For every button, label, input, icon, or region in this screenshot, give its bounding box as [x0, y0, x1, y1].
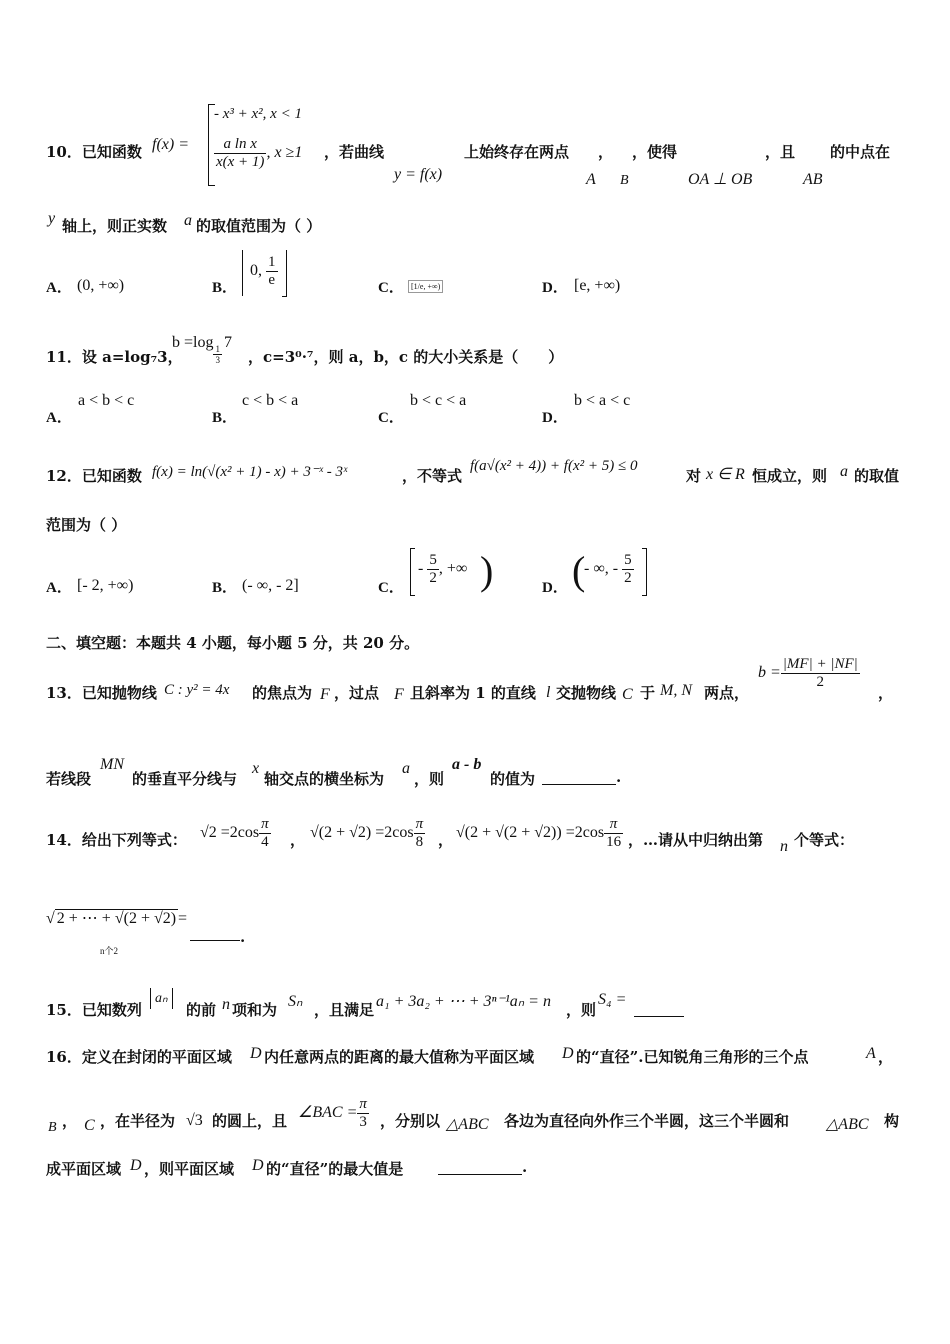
q10-option-d-value: [e, +∞): [574, 277, 621, 294]
q13-x: x: [252, 760, 260, 777]
q10-case1: - x³ + x², x < 1: [214, 106, 302, 122]
q16-line1b: 内任意两点的距离的最大值称为平面区域: [264, 1048, 535, 1066]
q10-curve: y = f(x): [394, 166, 443, 183]
q12-option-c-value: - $\frac{5}{2}$ , +∞: [418, 552, 468, 586]
q12-var: a: [840, 463, 848, 480]
q16-comma: ，: [62, 1112, 78, 1130]
q10-case2: $\frac{\text{a ln x}}{x(x + 1)}$ , x ≥1: [216, 136, 303, 170]
q12-option-a-value: [- 2, +∞): [77, 577, 134, 594]
q10-point-b: B: [620, 173, 629, 188]
q12-text4: 的取值: [854, 467, 900, 485]
q13-line2e: 的值为: [490, 770, 536, 788]
q12-fx: f(x) = ln(√(x² + 1) - x) + 3⁻ˣ - 3ˣ: [152, 464, 348, 480]
q16-line3a: 成平面区域: [46, 1160, 122, 1178]
q14-sep1: ，: [290, 831, 306, 849]
q13-text1: 的焦点为: [252, 684, 313, 702]
q14-end: .: [240, 928, 246, 946]
q14-eq1: √2 =2cos $\frac{\pi}{4}$: [200, 816, 269, 850]
q14-n: n: [780, 838, 788, 855]
q13-text3: 且斜率为 1 的直线: [410, 684, 536, 702]
q15-answer-blank[interactable]: [634, 1000, 684, 1017]
q10-option-b-value: 0, $\frac{1}{e}$: [250, 254, 276, 288]
q10-option-a-label: A．: [46, 280, 72, 296]
q15-text4: ，则: [566, 1001, 597, 1019]
q10-text1: ，若曲线: [324, 143, 385, 161]
q14-equals: =: [178, 910, 188, 927]
q10-option-c-value: [1/e, +∞): [408, 280, 443, 293]
q13-a: a: [402, 760, 410, 777]
q13-line2d: ，则: [414, 770, 445, 788]
q10-y: y: [48, 210, 56, 227]
q16-angle: ∠BAC = $\frac{\pi}{3}$: [298, 1096, 367, 1130]
q13-text7: ，: [878, 684, 894, 702]
q16-tri1: △ABC: [446, 1116, 489, 1133]
q10-line2b: 的取值范围为（ ）: [196, 217, 322, 235]
q10-option-b-bracket-right: [282, 250, 287, 297]
q16-tri2: △ABC: [826, 1116, 869, 1133]
q10-comma1: ，: [598, 143, 614, 161]
q10-text4: 的中点在: [830, 143, 891, 161]
q11-option-d-label: D．: [542, 410, 568, 426]
q10-point-a: A: [586, 171, 596, 188]
q12-option-c-label: C．: [378, 580, 404, 596]
q16-line1d: ，: [878, 1048, 894, 1066]
q14-text2: 个等式：: [794, 831, 855, 849]
q11-option-b-value: c < b < a: [242, 392, 299, 409]
q10-option-c-label: C．: [378, 280, 404, 296]
q10-intro: 10．已知函数: [46, 143, 142, 161]
q16-radius: √3: [186, 1112, 203, 1129]
q13-f2: F: [394, 686, 404, 703]
q12-option-b-label: B．: [212, 580, 238, 596]
q12-option-a-label: A．: [46, 580, 72, 596]
q15-text2: 项和为: [232, 1001, 278, 1019]
q11-text-a: 11．设 a=log₇3，: [46, 348, 183, 366]
q13-line2a: 若线段: [46, 770, 92, 788]
q16-text3: ，分别以: [380, 1112, 441, 1130]
q16-line1c: 的“直径”.已知锐角三角形的三个点: [576, 1048, 809, 1066]
q11-option-a-value: a < b < c: [78, 392, 135, 409]
q10-a: a: [184, 212, 192, 229]
q14-intro: 14．给出下列等式：: [46, 831, 187, 849]
q16-d2: D: [562, 1045, 574, 1062]
q11-option-d-value: b < a < c: [574, 392, 631, 409]
q12-inequality: f(a√(x² + 4)) + f(x² + 5) ≤ 0: [470, 458, 638, 474]
q11-option-c-value: b < c < a: [410, 392, 467, 409]
q10-text2: 上始终存在两点: [464, 143, 570, 161]
q13-line2c: 轴交点的横坐标为: [264, 770, 385, 788]
q16-d3: D: [130, 1157, 142, 1174]
q12-condition: x ∈ R: [706, 466, 745, 483]
q12-line2: 范围为（ ）: [46, 516, 127, 534]
q16-line3b: ，则平面区域: [144, 1160, 235, 1178]
q10-perp: OA ⊥ OB: [688, 171, 753, 188]
q12-option-d-paren: (: [572, 548, 586, 593]
q13-b-expr: b = $\frac{|MF| + |NF|}{2}$: [758, 656, 858, 690]
q16-end: .: [522, 1158, 528, 1176]
q16-answer-blank[interactable]: [438, 1158, 522, 1175]
q16-text2: 的圆上，且: [212, 1112, 288, 1130]
q16-d4: D: [252, 1157, 264, 1174]
q13-l: l: [546, 684, 551, 701]
q15-sn: Sₙ: [288, 993, 303, 1010]
q11-text-b: ，c=3⁰·⁷，则 a，b，c 的大小关系是（ ）: [248, 348, 564, 366]
q16-text5: 构: [884, 1112, 900, 1130]
q14-sep2: ，: [438, 831, 454, 849]
q10-ab: AB: [803, 171, 823, 188]
q15-seq: aₙ: [150, 988, 173, 1009]
q13-ab: a - b: [452, 756, 482, 773]
q13-curve: C : y² = 4x: [164, 682, 230, 698]
q12-option-c-bracket-left: [410, 548, 415, 596]
q12-option-c-paren: ): [480, 548, 494, 593]
q15-n: n: [222, 996, 230, 1013]
q13-intro: 13．已知抛物线: [46, 684, 157, 702]
q15-text1: 的前: [186, 1001, 217, 1019]
q13-c: C: [622, 686, 633, 703]
q16-a: A: [866, 1045, 876, 1062]
q14-answer-blank[interactable]: [190, 924, 240, 941]
q12-text1: ，不等式: [402, 467, 463, 485]
q14-note: n个2: [100, 946, 119, 956]
q16-b: B: [48, 1120, 57, 1135]
q13-points: M, N: [660, 682, 692, 699]
q14-eq3: √(2 + √(2 + √2)) =2cos $\frac{\pi}{16}$: [456, 816, 622, 850]
q11-option-c-label: C．: [378, 410, 404, 426]
q11-option-b-label: B．: [212, 410, 238, 426]
q14-text1: ，…请从中归纳出第: [628, 831, 764, 849]
q10-option-d-label: D．: [542, 280, 568, 296]
q10-fx: f(x) =: [152, 136, 189, 153]
q10-option-a-value: (0, +∞): [77, 277, 125, 294]
q13-text6: 两点，: [704, 684, 750, 702]
q16-text1: ，在半径为: [100, 1112, 176, 1130]
q10-comma2: ，使得: [632, 143, 678, 161]
q13-f1: F: [320, 686, 330, 703]
q16-text4: 各边为直径向外作三个半圆，这三个半圆和: [504, 1112, 790, 1130]
q12-option-d-label: D．: [542, 580, 568, 596]
q13-text4: 交抛物线: [556, 684, 617, 702]
q15-intro: 15．已知数列: [46, 1001, 142, 1019]
q13-answer-blank[interactable]: [542, 768, 616, 785]
q13-text5: 于: [640, 684, 656, 702]
q13-line2b: 的垂直平分线与: [132, 770, 238, 788]
q11-b-expression: b =log $\frac{1}{3}$ 7: [172, 334, 232, 365]
q15-text3: ，且满足: [314, 1001, 375, 1019]
q12-text3: 恒成立，则: [752, 467, 828, 485]
q16-d1: D: [250, 1045, 262, 1062]
q13-mn: MN: [100, 756, 124, 773]
q12-option-b-value: (- ∞, - 2]: [242, 577, 299, 594]
q11-option-a-label: A．: [46, 410, 72, 426]
q16-c: C: [84, 1117, 95, 1134]
q12-option-d-bracket-right: [642, 548, 647, 596]
q10-option-b-label: B．: [212, 280, 238, 296]
section-2-heading: 二、填空题：本题共 4 小题，每小题 5 分，共 20 分。: [46, 634, 420, 652]
q16-line1a: 16．定义在封闭的平面区域: [46, 1048, 232, 1066]
q14-general: √ 2 + ⋯ + √(2 + √2): [46, 910, 177, 927]
q15-s4: S₄ =: [598, 991, 627, 1008]
q12-text2: 对: [686, 467, 702, 485]
q12-option-d-value: - ∞, - $\frac{5}{2}$: [584, 552, 632, 586]
q10-line2a: 轴上，则正实数: [62, 217, 168, 235]
q12-intro: 12．已知函数: [46, 467, 142, 485]
q10-text3: ，且: [765, 143, 796, 161]
q13-text2: ，过点: [334, 684, 380, 702]
q13-end: .: [616, 768, 622, 786]
q14-eq2: √(2 + √2) =2cos $\frac{\pi}{8}$: [310, 816, 424, 850]
q15-condition: a₁ + 3a₂ + ⋯ + 3ⁿ⁻¹aₙ = n: [376, 993, 551, 1010]
q16-line3c: 的“直径”的最大值是: [266, 1160, 404, 1178]
